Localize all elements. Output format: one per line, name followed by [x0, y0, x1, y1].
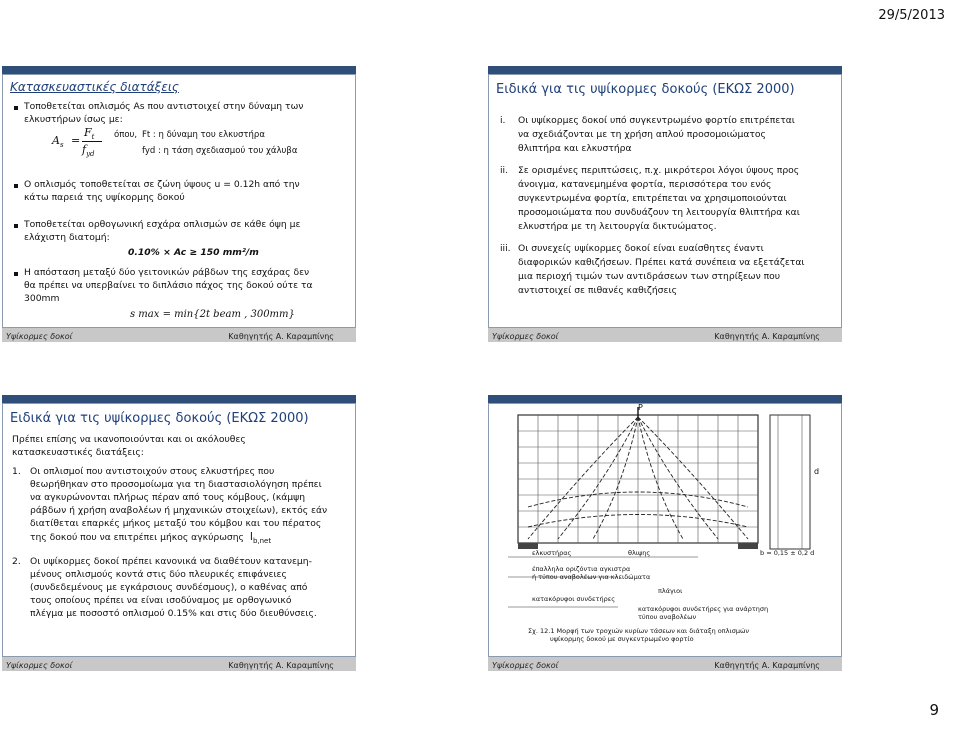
figure-label-compression: θλιψης: [628, 549, 651, 557]
footer-right: Καθηγητής Α. Καραμπίνης: [228, 332, 334, 341]
item-2-line-5: πλέγμα με ποσοστό οπλισμού 0.15% και στις δύο διευθύνσεις.: [30, 608, 317, 619]
slide-top-bar: [2, 395, 356, 403]
item-iii-line-2: διαφορικών καθιζήσεων. Πρέπει κατά συνέπεια να εξετάζεται: [518, 257, 805, 268]
figure-label-hanging-links: κατακόρυφοι συνδετήρες για ανάρτηση: [638, 605, 769, 613]
item-1-line-4: ράβδων ή χρήση αναβολέων ή μηχανικών στοιχείων), εκτός εάν: [30, 505, 328, 516]
min-reinforcement-formula: 0.10% × Ac ≥ 150 mm²/m: [128, 247, 259, 258]
slide-top-bar: [488, 395, 842, 403]
slide-top-bar: [488, 66, 842, 74]
item-2-line-3: (συνδεδεμένους με εγκάρσιους συνδέσμους), ο καθένας από: [30, 582, 308, 593]
figure-caption-line-1: Σχ. 12.1 Μορφή των τροχιών κυρίων τάσεων και διάταξη οπλισμών: [528, 627, 750, 635]
figure-label-vertical-links: κατακόρυφοι συνδετήρες: [532, 595, 616, 603]
figure-label-hooks: έπαλληλα οριζόντια αγκιστρα: [532, 565, 631, 573]
header-date: 29/5/2013: [878, 8, 945, 23]
fraction-line: [82, 141, 102, 142]
item-1-line-6-text: της δοκού που να επιτρέπει μήκος αγκύρωσης: [30, 532, 244, 543]
figure-label-stirrups-type: ή τύπου αναβολέων για κλειδώματα: [532, 573, 651, 581]
footer-right: Καθηγητής Α. Καραμπίνης: [714, 332, 820, 341]
formula-numerator: [84, 126, 94, 141]
intro-line-2: κατασκευαστικές διατάξεις:: [12, 447, 144, 458]
page-number: 9: [929, 701, 939, 719]
item-i-line-2: να σχεδιάζονται με τη χρήση απλού προσομοιώματος: [518, 129, 766, 140]
footer-left: Υψίκορμες δοκοί: [492, 661, 559, 670]
figure-label-d: d: [814, 467, 820, 476]
bullet-4-line-2: θα πρέπει να υπερβαίνει το διπλάσιο πάχος της δοκού ούτε τα: [24, 280, 313, 291]
slide-figure: [488, 395, 842, 671]
formula-lhs: A: [52, 134, 60, 147]
formula-as: [52, 134, 84, 149]
item-1-line-6: [30, 530, 271, 548]
bullet-1-line-2: ελκυστήρων ίσως με:: [24, 114, 123, 125]
smax-formula: s max = min{2t beam , 300mm}: [130, 309, 295, 320]
slide-construction-rules: [2, 66, 356, 342]
figure-label-width: b = 0,15 ± 0,2 d: [760, 549, 815, 557]
footer-right: Καθηγητής Α. Καραμπίνης: [228, 661, 334, 670]
bullet-3-line-1: Τοποθετείται ορθογωνική εσχάρα οπλισμών σε κάθε όψη με: [24, 219, 301, 230]
item-i-line-3: θλιπτήρα και ελκυστήρα: [518, 143, 632, 154]
bullet-4-line-3: 300mm: [24, 293, 60, 304]
slide-title: Ειδικά για τις υψίκορμες δοκούς (ΕΚΩΣ 2000): [10, 411, 309, 426]
slide-top-bar: [2, 66, 356, 74]
definition-fyd: fyd : η τάση σχεδιασμού του χάλυβα: [142, 146, 298, 156]
slide-deep-beams-1: [488, 66, 842, 342]
item-i-number: i.: [500, 115, 506, 126]
bullet-2-line-2: κάτω παρειά της υψίκορμης δοκού: [24, 192, 185, 203]
bullet-marker: [14, 106, 18, 110]
anchorage-length-sub: b,net: [252, 536, 272, 545]
slide-title: Ειδικά για τις υψίκορμες δοκούς (ΕΚΩΣ 2000): [496, 82, 795, 97]
item-2-line-4: τους οποίους πρέπει να είναι ισοδύναμος με ορθογωνικό: [30, 595, 292, 606]
footer-left: Υψίκορμες δοκοί: [6, 332, 73, 341]
item-2-line-1: Οι υψίκορμες δοκοί πρέπει κανονικά να διαθέτουν κατανεμη-: [30, 556, 312, 567]
formula-den-text: f: [82, 143, 87, 156]
item-2-number: 2.: [12, 556, 21, 567]
definition-ft: Ft : η δύναμη του ελκυστήρα: [142, 130, 265, 140]
intro-line-1: Πρέπει επίσης να ικανοποιούνται και οι ακόλουθες: [12, 434, 246, 445]
formula-den-sub: yd: [86, 150, 95, 159]
bullet-3-line-2: ελάχιστη διατομή:: [24, 232, 110, 243]
anchorage-length-symbol: l: [249, 530, 253, 543]
slide-title: Κατασκευαστικές διατάξεις: [10, 80, 179, 94]
bullet-marker: [14, 184, 18, 188]
figure-label-hanging-type: τύπου αναβολέων: [638, 613, 697, 621]
reinforcement-grid: [518, 415, 758, 543]
footer-right: Καθηγητής Α. Καραμπίνης: [714, 661, 820, 670]
item-i-line-1: Οι υψίκορμες δοκοί υπό συγκεντρωμένο φορτίο επιτρέπεται: [518, 115, 795, 126]
footer-left: Υψίκορμες δοκοί: [492, 332, 559, 341]
formula-denominator: [82, 143, 95, 158]
item-1-line-3: να αγκυρώνονται πλήρως πέραν από τους κόμβους, (κάμψη: [30, 492, 306, 503]
bullet-marker: [14, 272, 18, 276]
item-1-line-2: θεωρήθηκαν στο προσομοίωμα για τη διαστασιολόγηση πρέπει: [30, 479, 322, 490]
slide-deep-beams-2: [2, 395, 356, 671]
figure-caption-line-2: υψίκορμης δοκού με συγκεντρωμένο φορτίο: [550, 635, 694, 643]
formula-lhs-sub: s: [59, 141, 64, 150]
item-1-line-1: Οι οπλισμοί που αντιστοιχούν στους ελκυστήρες που: [30, 466, 275, 477]
bullet-2-line-1: Ο οπλισμός τοποθετείται σε ζώνη ύψους u = 0.12h από την: [24, 179, 300, 190]
item-2-line-2: μένους οπλισμούς κοντά στις δύο πλευρικές επιφάνειες: [30, 569, 287, 580]
right-support: [738, 543, 758, 549]
bullet-1-line-1: Τοποθετείται οπλισμός As που αντιστοιχεί στην δύναμη των: [24, 101, 304, 112]
bullet-4-line-1: Η απόσταση μεταξύ δύο γειτονικών ράβδων της εσχάρας δεν: [24, 267, 310, 278]
cross-section: [770, 415, 810, 549]
item-iii-line-1: Οι συνεχείς υψίκορμες δοκοί είναι ευαίσθητες έναντι: [518, 243, 764, 254]
formula-equals: =: [71, 134, 81, 147]
item-1-number: 1.: [12, 466, 21, 477]
item-ii-line-2: άνοιγμα, κατανεμημένα φορτία, περισσότερα του ενός: [518, 179, 772, 190]
item-ii-line-5: ελκυστήρα με τη λειτουργία δικτυώματος.: [518, 221, 717, 232]
item-ii-line-3: συγκεντρωμένα φορτία, επιτρέπεται να χρησιμοποιούνται: [518, 193, 787, 204]
item-iii-line-4: αντιστοιχεί σε πιθανές καθιζήσεις: [518, 285, 677, 296]
item-ii-line-4: προσομοιώματα που συνδυάζουν τη λειτουργία θλιπτήρα και: [518, 207, 800, 218]
figure-label-inclined: πλάγιοι: [658, 587, 683, 595]
item-ii-number: ii.: [500, 165, 509, 176]
definition-intro: όπου,: [114, 130, 138, 140]
formula-num-sub: t: [91, 133, 95, 142]
bullet-marker: [14, 224, 18, 228]
item-iii-number: iii.: [500, 243, 511, 254]
figure-label-p: P: [638, 403, 643, 412]
item-ii-line-1: Σε ορισμένες περιπτώσεις, π.χ. μικρότεροι λόγοι ύψους προς: [518, 165, 800, 176]
item-1-line-5: διατίθεται επαρκές μήκος μεταξύ του κόμβου και του πέρατος: [30, 518, 322, 529]
figure-label-tie: ελκυστήρας: [532, 549, 572, 557]
formula-num-text: F: [84, 126, 92, 139]
footer-left: Υψίκορμες δοκοί: [6, 661, 73, 670]
item-iii-line-3: μια περιοχή τιμών των αντιδράσεων των στηρίξεων που: [518, 271, 781, 282]
